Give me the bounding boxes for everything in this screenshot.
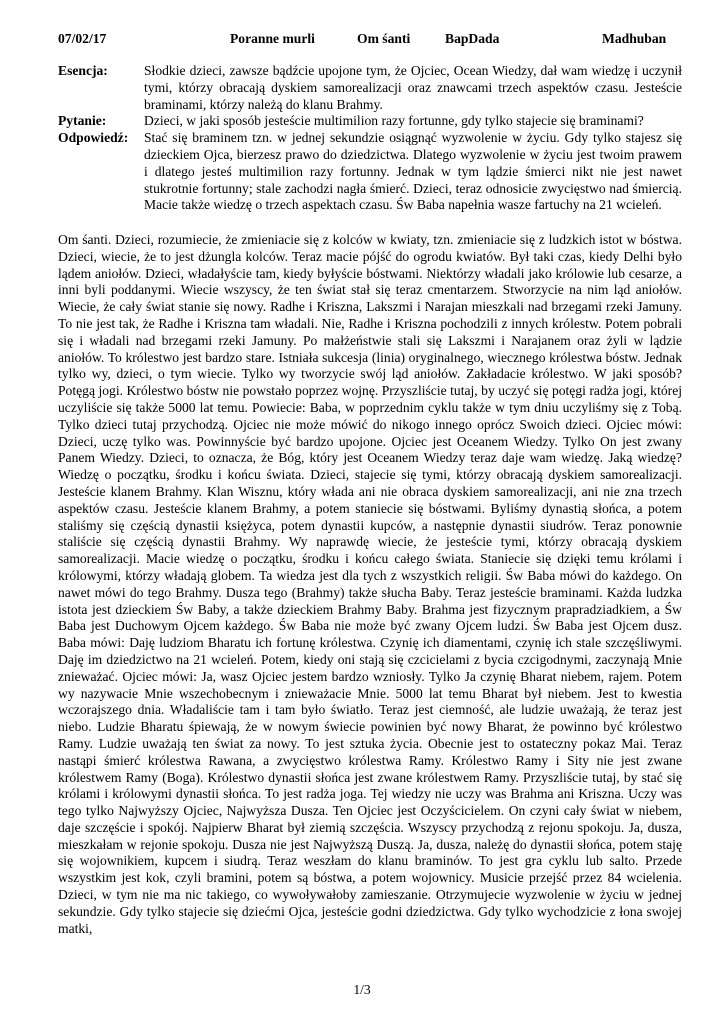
answer-label: Odpowiedź: (58, 130, 129, 146)
header-bapdada: BapDada (445, 31, 500, 46)
page-number: 1/3 (353, 982, 371, 997)
header-place: Madhuban (602, 31, 667, 46)
header-date: 07/02/17 (58, 31, 107, 46)
essence-row (58, 63, 682, 113)
essence-text: Słodkie dzieci, zawsze bądźcie upojone tym, że Ojciec, Ocean Wiedzy, dał wam wiedzę i uczynił tymi, którzy obracają dyskiem samorealizacji oraz znawcami trzech aspektów czasu. Jesteście braminami, którzy należą do klanu Brahmy. (144, 63, 682, 112)
question-text: Dzieci, w jaki sposób jesteście multimilion razy fortunne, gdy tylko stajecie się braminami? (144, 113, 644, 129)
answer-row (58, 130, 682, 214)
answer-text: Stać się braminem tzn. w jednej sekundzie osiągnąć wyzwolenie w życiu. Gdy tylko stajesz się dzieckiem Ojca, bierzesz prawo do dziedzictwa. Dlatego wyzwolenie w życiu jest twoim prawem i dlatego jesteś multimilion razy fortunny. Jednak w tym lądzie śmierci nikt nie jest nawet stukrotnie fortunny; stale zachodzi nagła śmierć. Dzieci, teraz odnosicie zwycięstwo nad śmiercią. Macie także wiedzę o trzech aspektach czasu. Św Baba napełnia wasze fartuchy na 21 wcieleń. (144, 130, 682, 213)
question-row (58, 113, 682, 130)
page-header (58, 30, 678, 48)
header-murli-title: Poranne murli (230, 31, 315, 46)
summary-block (58, 63, 682, 214)
header-om-shanti: Om śanti (357, 31, 411, 46)
essence-label: Esencja: (58, 63, 108, 78)
question-label: Pytanie: (58, 113, 107, 129)
murli-body-text: Om śanti. Dzieci, rozumiecie, że zmieniacie się z kolców w kwiaty, tzn. zmieniacie się z ludzkich istot w bóstwa. Dzieci, wiecie, że to jest dżungla kolców. Teraz macie pójść do ogrodu kwiatów. Był taki czas, kiedy Delhi było lądem aniołów. Dzieci, władałyście tam, kiedy byłyście bóstwami. Niektórzy władali jako królowie lub cesarze, a inni byli poddanymi. Wiecie wszyscy, że ten świat stał się teraz cmentarzem. Stworzycie na nim ląd aniołów. Wiecie, że cały świat stanie się nowy. Radhe i Kriszna, Lakszmi i Narajan mieszkali nad brzegami rzeki Jamuny. To nie jest tak, że Radhe i Kriszna tam władali. Nie, Radhe i Kriszna pochodzili z innych królestw. Potem pobrali się i władali nad brzegami rzeki Jamuny. Po małżeństwie stali się Lakszmi i Narajanem oraz żyli w lądzie aniołów. To królestwo jest bardzo stare. Istniała sukcesja (linia) oryginalnego, wiecznego królestwa bóstw. Jednak tylko wy, dzieci, o tym wiecie. Tylko wy tworzycie swój ląd aniołów. Zakładacie królestwo. W jaki sposób? Potęgą jogi. Królestwo bóstw nie powstało poprzez wojnę. Przyszliście tutaj, by uczyć się potęgi radża jogi, której uczyliście się także 5000 lat temu. Powiecie: Baba, w poprzednim cyklu także w tym dniu uczyliśmy się z Tobą. Tylko dzieci tutaj przychodzą. Ojciec nie może mówić do nikogo innego oprócz Swoich dzieci. Ojciec mówi: Dzieci, uczę tylko was. Powinnyście być bardzo upojone. Ojciec jest Oceanem Wiedzy. Tylko On jest zwany Panem Wiedzy. Dzieci, to oznacza, że Bóg, który jest Oceanem Wiedzy teraz daje wam wiedzę. Jaką wiedzę? Wiedzę o początku, środku i końcu świata. Dzieci, stajecie się tymi, którzy obracają dyskiem samorealizacji. Jesteście klanem Brahmy. Klan Wisznu, który włada ani nie obraca dyskiem samorealizacji, ani nie zna trzech aspektów czasu. Jesteście klanem Brahmy, a potem staniecie się bóstwami. Byliśmy dynastią słońca, a potem staliśmy się częścią dynastii księżyca, potem dynastii kupców, a następnie dynastii siudrów. Teraz ponownie staliście się częścią dynastii Brahmy. Wy naprawdę wiecie, że jesteście tymi, którzy obracają dyskiem samorealizacji. Macie wiedzę o początku, środku i końcu całego świata. Staniecie się dzięki temu królami i królowymi, którzy władają globem. Ta wiedza jest dla tych z wszystkich religii. Św Baba mówi do każdego. On nawet mówi do tego Brahmy. Dusza tego (Brahmy) także słucha Baby. Teraz jesteście braminami. Każda ludzka istota jest dzieckiem Św Baby, a także dzieckiem Brahmy Baby. Brahma jest fizycznym prapradziadkiem, a Św Baba jest Duchowym Ojcem każdego. Św Baba nie może być zwany Ojcem ludzi. Św Baba jest Ojcem dusz. Baba mówi: Daję ludziom Bharatu ich fortunę królestwa. Czynię ich diamentami, czynię ich stale szczęśliwymi. Daję im dziedzictwo na 21 wcieleń. Potem, kiedy oni stają się czcicielami z bycia czcigodnymi, zaczynają Mnie znieważać. Ojciec mówi: Ja, wasz Ojciec jestem bardzo wzniosły. Tylko Ja czynię Bharat niebem, rajem. Potem wy nazywacie Mnie wszechobecnym i znieważacie Mnie. 5000 lat temu Bharat był niebem. Jest to kwestia wczorajszego dnia. Władaliście tam i tam było światło. Teraz jest ciemność, ale ludzie uważają, że teraz jest niebo. Ludzie Bharatu śpiewają, że w nowym świecie powinien być nowy Bharat, że powinno być królestwo Ramy. Ludzie uważają ten świat za nowy. To jest sztuka życia. Obecnie jest to ostateczny pokaz Mai. Teraz nastąpi śmierć królestwa Rawana, a zwycięstwo królestwa Ramy. Królestwo Ramy i Sity nie jest zwane królestwem Ramy (Boga). Królestwo dynastii słońca jest zwane królestwem Ramy. Przyszliście tutaj, by stać się królami i królowymi dynastii słońca. To jest radża joga. Tej wiedzy nie uczy was Brahma ani Kriszna. Uczy was tego tylko Najwyższy Ojciec, Najwyższa Dusza. Ten Ojciec jest Oczyścicielem. On czyni cały świat w niebem, daje szczęście i spokój. Najpierw Bharat był ziemią szczęścia. Wszyscy przychodzą z rejonu spokoju. Ja, dusza, mieszkałam w rejonie spokoju. Dusza nie jest Najwyższą Duszą. Ja, dusza, należę do dynastii słońca, potem staję się wojownikiem, kupcem i siudrą. Teraz weszłam do klanu braminów. To jest gra cyklu lub salto. Przede wszystkim jest kok, czyli bramini, potem są bóstwa, a potem wojownicy. Musicie przejść przez 84 wcielenia. Dzieci, w tym nie ma nic takiego, co wywoływałoby zamieszanie. Otrzymujecie wyzwolenie w życiu w jednej sekundzie. Gdy tylko stajecie się dziećmi Ojca, jesteście godni dziedzictwa. Gdy tylko wychodzicie z łona swojej matki, (58, 232, 682, 936)
